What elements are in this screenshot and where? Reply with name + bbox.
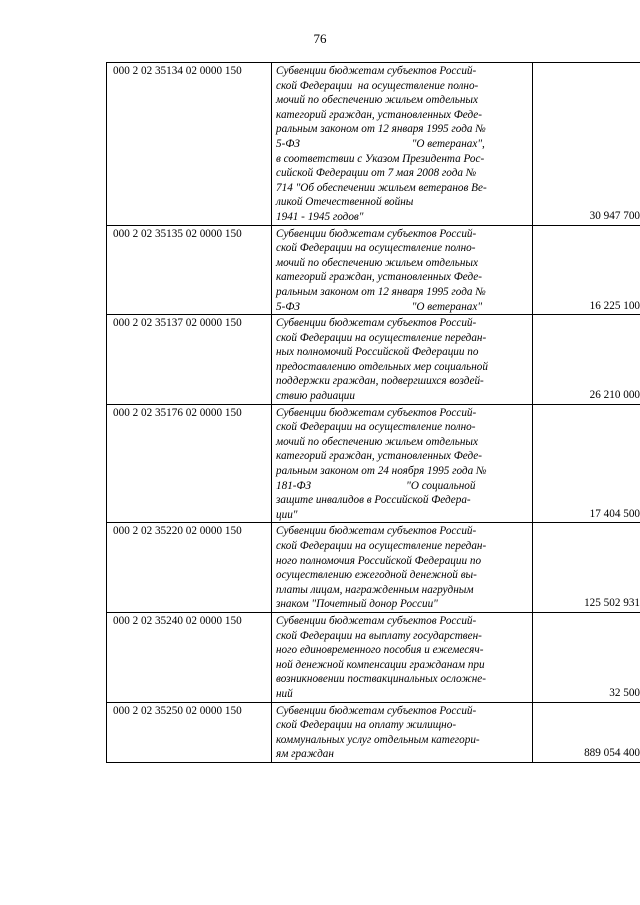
- description-line: ции": [276, 508, 298, 521]
- amount-cell: 889 054 400: [533, 702, 640, 762]
- description-cell: [272, 702, 533, 762]
- budget-code-cell: 000 2 02 35250 02 0000 150: [107, 702, 272, 762]
- budget-table: [106, 62, 640, 763]
- page-number: 76: [313, 31, 327, 46]
- budget-code-cell: 000 2 02 35134 02 0000 150: [107, 63, 272, 226]
- description-line: Субвенции бюджетам субъектов Россий-: [276, 406, 477, 419]
- description-line: категорий граждан, установленных Феде-: [276, 108, 482, 121]
- budget-code-cell: 000 2 02 35176 02 0000 150: [107, 404, 272, 523]
- description-line: платы лицам, награжденным нагрудным: [276, 583, 474, 596]
- description-line: ной денежной компенсации гражданам при: [276, 658, 485, 671]
- description-line: возникновении поствакцинальных осложне-: [276, 673, 486, 686]
- description-line: мочий по обеспечению жильем отдельных: [276, 256, 478, 269]
- description-line: в соответствии с Указом Президента Рос-: [276, 152, 485, 165]
- description-line: ного полномочия Российской Федерации по: [276, 554, 482, 567]
- description-line: ствию радиации: [276, 390, 355, 403]
- budget-code-cell: 000 2 02 35240 02 0000 150: [107, 612, 272, 702]
- description-line: ской Федерации на осуществление полно-: [276, 79, 479, 92]
- description-line: мочий по обеспечению жильем отдельных: [276, 435, 478, 448]
- table-row: [107, 612, 640, 702]
- description-line: Субвенции бюджетам субъектов Россий-: [276, 614, 477, 627]
- budget-code-cell: 000 2 02 35135 02 0000 150: [107, 225, 272, 315]
- table-body: [107, 63, 640, 763]
- description-line: коммунальных услуг отдельным категори-: [276, 733, 480, 746]
- description-cell: [272, 315, 533, 405]
- description-line: 181-ФЗ "О социальной: [276, 479, 476, 492]
- description-cell: [272, 612, 533, 702]
- description-line: сийской Федерации от 7 мая 2008 года №: [276, 167, 477, 180]
- description-line: ской Федерации на осуществление передан-: [276, 331, 487, 344]
- description-line: ных полномочий Российской Федерации по: [276, 346, 479, 359]
- description-line: ям граждан: [276, 748, 334, 761]
- description-line: Субвенции бюджетам субъектов Россий-: [276, 704, 477, 717]
- description-line: ской Федерации на осуществление полно-: [276, 421, 476, 434]
- table-row: [107, 225, 640, 315]
- description-line: ской Федерации на оплату жилищно-: [276, 719, 457, 732]
- amount-cell: 30 947 700: [533, 63, 640, 226]
- description-line: защите инвалидов в Российской Федера-: [276, 494, 471, 507]
- description-line: Субвенции бюджетам субъектов Россий-: [276, 525, 477, 538]
- description-line: осуществлению ежегодной денежной вы-: [276, 569, 477, 582]
- amount-cell: 26 210 000: [533, 315, 640, 405]
- description-cell: [272, 523, 533, 613]
- description-line: 714 "Об обеспечении жильем ветеранов Ве-: [276, 181, 487, 194]
- description-line: ликой Отечественной войны: [276, 196, 414, 209]
- description-line: ний: [276, 687, 293, 700]
- table-row: [107, 702, 640, 762]
- description-line: Субвенции бюджетам субъектов Россий-: [276, 227, 477, 240]
- table-row: [107, 404, 640, 523]
- budget-code-cell: 000 2 02 35137 02 0000 150: [107, 315, 272, 405]
- description-line: ской Федерации на осуществление полно-: [276, 242, 476, 255]
- description-line: категорий граждан, установленных Феде-: [276, 450, 482, 463]
- description-line: ральным законом от 24 ноября 1995 года №: [276, 465, 487, 478]
- description-line: 5-ФЗ "О ветеранах",: [276, 137, 485, 150]
- table-row: [107, 315, 640, 405]
- amount-cell: 17 404 500: [533, 404, 640, 523]
- description-line: поддержки граждан, подвергшихся воздей-: [276, 375, 484, 388]
- description-cell: [272, 225, 533, 315]
- description-line: Субвенции бюджетам субъектов Россий-: [276, 65, 477, 77]
- table-row: [107, 523, 640, 613]
- table-row: [107, 63, 640, 226]
- amount-cell: 125 502 931: [533, 523, 640, 613]
- description-line: категорий граждан, установленных Феде-: [276, 271, 482, 284]
- description-line: ральным законом от 12 января 1995 года №: [276, 123, 486, 136]
- description-cell: [272, 63, 533, 226]
- description-line: ской Федерации на осуществление передан-: [276, 540, 487, 552]
- amount-cell: 32 500: [533, 612, 640, 702]
- description-line: ральным законом от 12 января 1995 года №: [276, 285, 486, 298]
- description-line: знаком "Почетный донор России": [276, 598, 438, 611]
- description-cell: [272, 404, 533, 523]
- description-line: 1941 - 1945 годов": [276, 210, 364, 223]
- description-line: ного единовременного пособия и ежемесяч-: [276, 644, 484, 657]
- description-line: мочий по обеспечению жильем отдельных: [276, 94, 478, 107]
- description-line: Субвенции бюджетам субъектов Россий-: [276, 317, 477, 330]
- description-line: 5-ФЗ "О ветеранах": [276, 300, 483, 313]
- budget-code-cell: 000 2 02 35220 02 0000 150: [107, 523, 272, 613]
- description-line: ской Федерации на выплату государствен-: [276, 629, 482, 642]
- amount-cell: 16 225 100: [533, 225, 640, 315]
- description-line: предоставлению отдельных мер социальной: [276, 360, 488, 373]
